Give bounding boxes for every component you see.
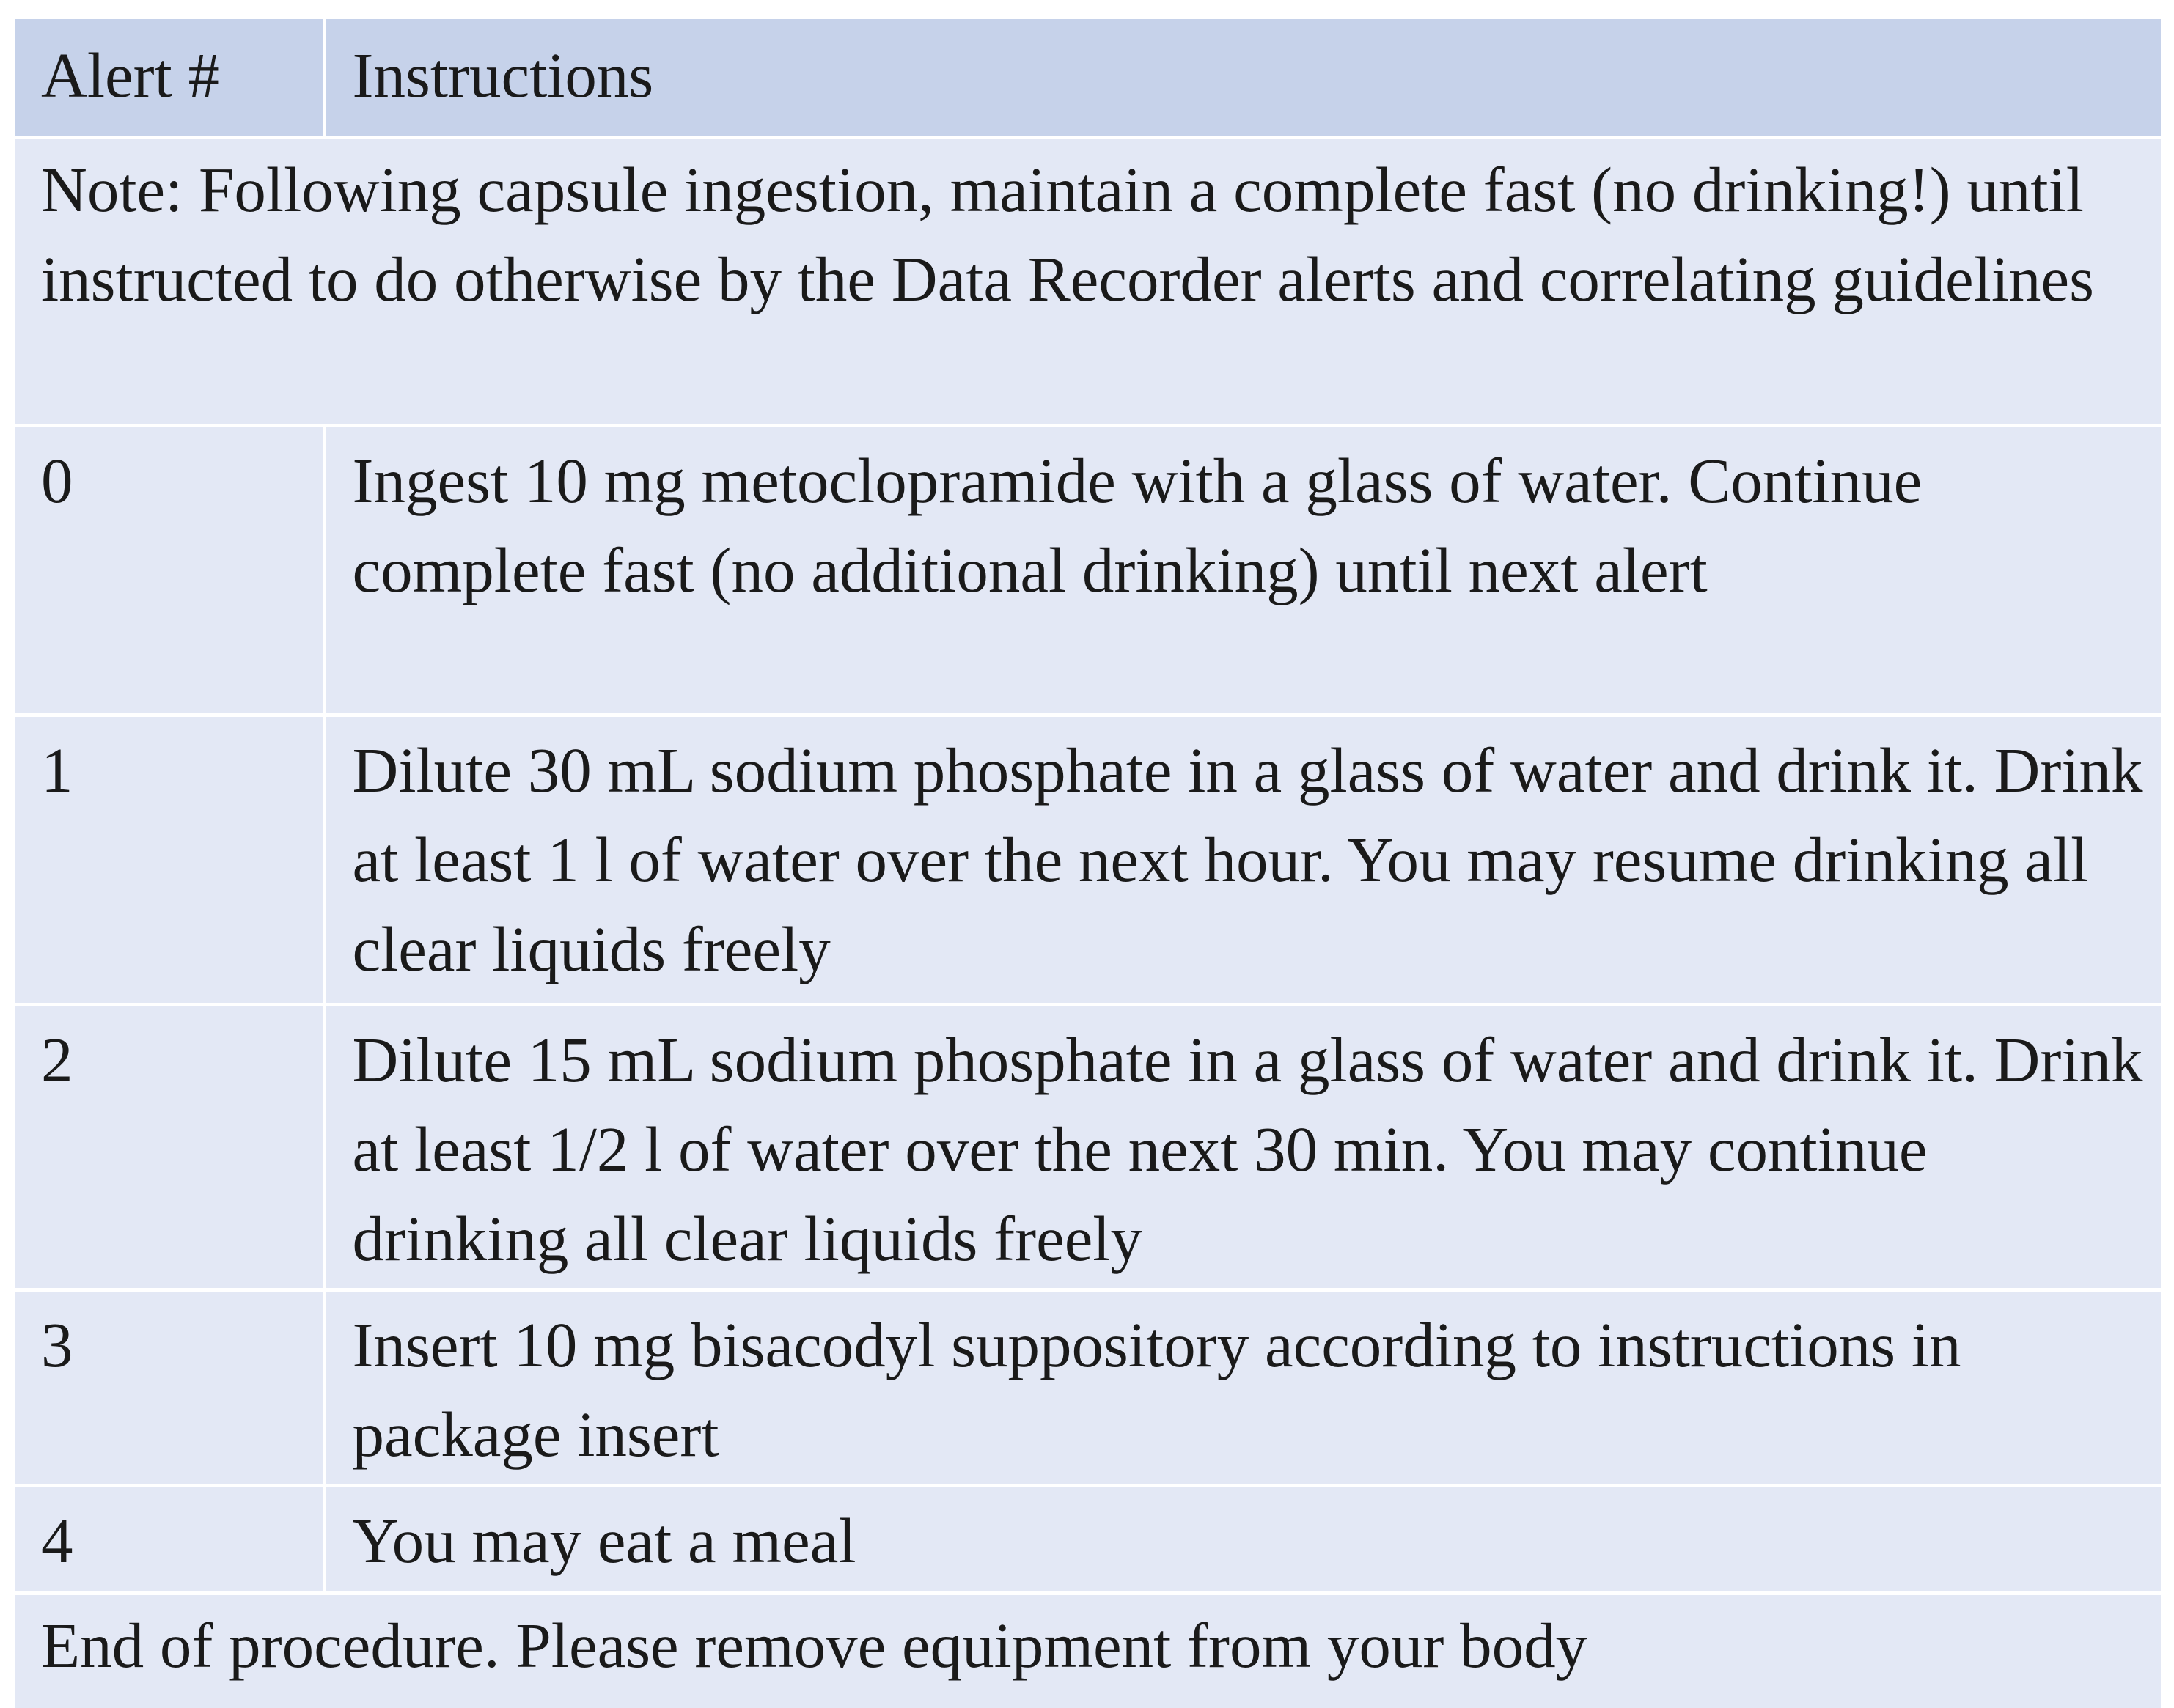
note-text: Note: Following capsule ingestion, maintain a complete fast (no drinking!) until instructed to do otherwise by the Data Recorder alerts and correlating guidelines	[15, 138, 2161, 426]
note-row	[15, 138, 2161, 426]
alert-instructions-table-wrapper	[15, 19, 2161, 1708]
table-row	[15, 1005, 2161, 1290]
table-header	[15, 19, 2161, 138]
header-alert-number: Alert #	[15, 19, 324, 138]
alert-instruction: Insert 10 mg bisacodyl suppository according to instructions in package insert	[324, 1290, 2161, 1486]
alert-number: 4	[15, 1486, 324, 1594]
alert-number: 2	[15, 1005, 324, 1290]
end-of-procedure-text: End of procedure. Please remove equipment from your body	[15, 1594, 2161, 1708]
table-row	[15, 1486, 2161, 1594]
alert-instruction: You may eat a meal	[324, 1486, 2161, 1594]
table-row	[15, 715, 2161, 1005]
table-body	[15, 138, 2161, 1708]
alert-instruction: Dilute 15 mL sodium phosphate in a glass of water and drink it. Drink at least 1/2 l of water over the next 30 min. You may continue drinking all clear liquids freely	[324, 1005, 2161, 1290]
alert-number: 1	[15, 715, 324, 1005]
table-row	[15, 426, 2161, 715]
header-row	[15, 19, 2161, 138]
header-instructions: Instructions	[324, 19, 2161, 138]
alert-number: 3	[15, 1290, 324, 1486]
alert-instructions-table	[15, 19, 2161, 1708]
alert-instruction: Ingest 10 mg metoclopramide with a glass of water. Continue complete fast (no additional drinking) until next alert	[324, 426, 2161, 715]
alert-number: 0	[15, 426, 324, 715]
alert-instruction: Dilute 30 mL sodium phosphate in a glass of water and drink it. Drink at least 1 l of water over the next hour. You may resume drinking all clear liquids freely	[324, 715, 2161, 1005]
table-row	[15, 1290, 2161, 1486]
footer-row	[15, 1594, 2161, 1708]
